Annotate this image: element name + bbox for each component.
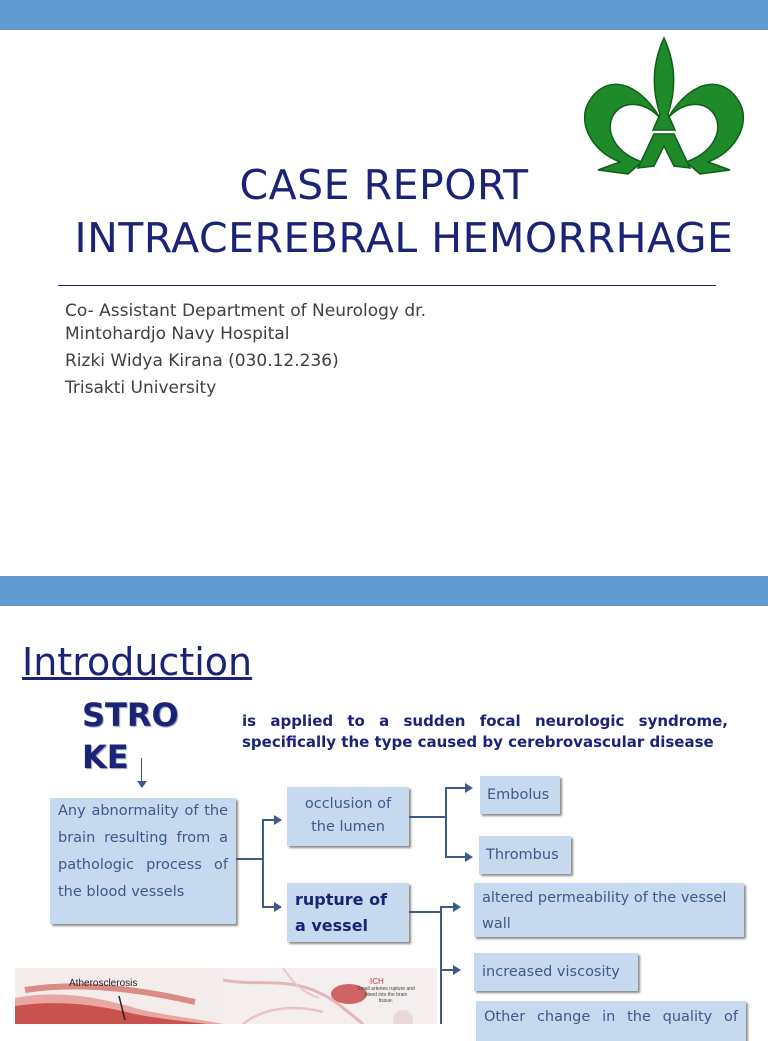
connector: [445, 787, 465, 789]
arrow-icon: [465, 783, 473, 793]
title-line-2: INTRACEREBRAL HEMORRHAGE: [74, 214, 734, 262]
arrow-icon: [453, 902, 461, 912]
title-divider: [58, 285, 716, 286]
atherosclerosis-illustration: [15, 968, 223, 1024]
title-line-1: CASE REPORT: [239, 161, 529, 209]
arrow-icon: [274, 815, 282, 825]
stroke-term: [82, 694, 179, 778]
atherosclerosis-label: Atherosclerosis: [69, 978, 138, 989]
connector: [445, 787, 447, 857]
ich-caption: Small arteries rupture and bleed into the brain tissue.: [357, 986, 415, 1004]
stroke-arrow-head: [137, 781, 147, 788]
definition-line-2: specifically the type caused by cerebrovascular disease: [242, 733, 714, 751]
connector: [409, 816, 445, 818]
stroke-term-line-1: STRO: [82, 696, 179, 734]
subtitle-line-3: Rizki Widya Kirana (030.12.236): [65, 351, 339, 371]
connector: [445, 856, 465, 858]
top-band: [0, 0, 768, 30]
connector: [409, 911, 441, 913]
occlusion-box: occlusion of the lumen: [287, 787, 409, 846]
connector: [440, 906, 442, 1024]
embolus-box: Embolus: [480, 776, 560, 814]
middle-band: [0, 576, 768, 606]
rupture-box: rupture of a vessel: [287, 883, 409, 942]
subtitle-line-2: Mintohardjo Navy Hospital: [65, 324, 290, 344]
other-change-box: Other change in the quality of: [476, 1001, 746, 1041]
connector: [440, 969, 454, 971]
definition-line-1: is applied to a sudden focal neurologic syndrome,: [242, 712, 728, 730]
permeability-box: altered permeability of the vessel wall: [474, 883, 744, 937]
title-slide: [0, 30, 768, 576]
connector: [440, 906, 454, 908]
atherosclerosis-image: [15, 968, 223, 1024]
thrombus-box: Thrombus: [479, 836, 571, 874]
main-definition-box: Any abnormality of the brain resulting from a pathologic process of the blood vessels: [50, 798, 236, 924]
arrow-icon: [465, 852, 473, 862]
connector: [262, 819, 264, 907]
stroke-term-line-2: KE: [82, 738, 129, 776]
arrow-icon: [274, 902, 282, 912]
section-heading: Introduction: [22, 640, 253, 684]
subtitle-line-1: Co- Assistant Department of Neurology dr.: [65, 301, 427, 321]
viscosity-box: increased viscosity: [474, 953, 638, 991]
ich-label: ICH: [370, 977, 384, 986]
connector: [236, 858, 262, 860]
arrow-icon: [453, 965, 461, 975]
stroke-definition: [242, 711, 728, 753]
subtitle-line-4: Trisakti University: [65, 378, 217, 398]
hemorrhage-image: [223, 968, 437, 1024]
